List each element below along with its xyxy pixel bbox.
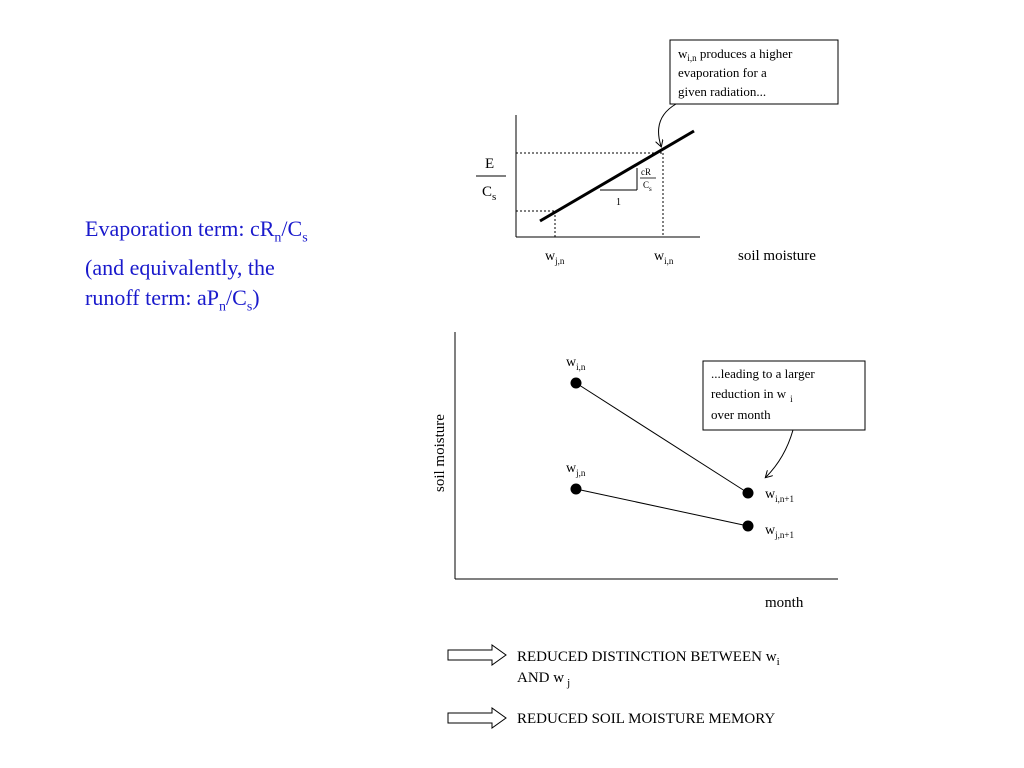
tick-wi-label: $w_{i,n}$ [654,249,674,266]
top-diagram [476,40,838,266]
conclusions [448,645,780,728]
label-wi-n: $w_{i,n}$ [566,355,586,372]
label-wj-n: $w_{j,n}$ [566,461,586,478]
top-y-label-den: $C_s$ [482,184,497,203]
implies-arrow-icon [448,708,506,728]
top-callout-arrow [659,104,676,146]
slope-rise-num: cR [641,167,651,177]
conclusion-1-line2: AND w $_j$ [517,670,571,689]
top-y-label-num: E [485,156,495,172]
label-wj-n1: $w_{j,n+1}$ [765,523,794,540]
tick-wj-label: $w_{j,n}$ [545,249,565,266]
top-callout-line3: given radiation... [678,84,767,99]
slope-rise-den: $C_s$ [643,180,652,193]
bottom-diagram [432,332,865,611]
bottom-callout-line1: ...leading to a larger [711,366,815,381]
slope-run-label: 1 [616,197,621,208]
point-wj-n [571,484,582,495]
implies-arrow-icon [448,645,506,665]
bottom-y-label: soil moisture [432,414,448,492]
point-wi-n1 [743,488,754,499]
wj-trajectory-line [576,489,748,526]
equivalently-line: (and equivalently, the [85,255,275,281]
top-callout-line2: evaporation for a [678,65,767,80]
point-wj-n1 [743,521,754,532]
conclusion-2: REDUCED SOIL MOISTURE MEMORY [517,711,776,727]
evaporation-term-line: Evaporation term: $cR_n/C_s$ [85,216,308,246]
top-callout-line1: $w_{i,n}$ produces a higher [678,46,793,63]
conclusion-1-line1: REDUCED DISTINCTION BETWEEN $w_i$ [517,649,780,668]
runoff-term-line: runoff term: $aP_n/C_s$) [85,285,260,315]
top-x-label: soil moisture [738,248,816,264]
label-wi-n1: $w_{i,n+1}$ [765,487,794,504]
bottom-x-label: month [765,595,804,611]
bottom-callout-line2: reduction in w $_i$ [711,386,793,404]
point-wi-n [571,378,582,389]
bottom-callout-arrow [766,430,793,477]
bottom-callout-line3: over month [711,407,771,422]
